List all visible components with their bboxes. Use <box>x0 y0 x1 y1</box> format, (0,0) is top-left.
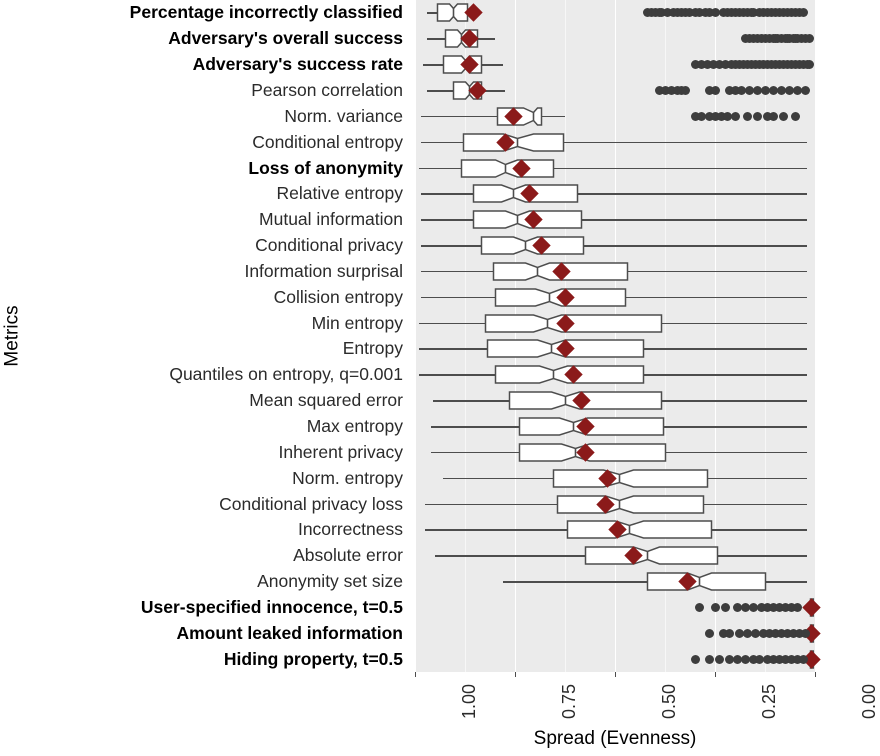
boxplot-group <box>415 647 815 672</box>
x-axis-tick-mark <box>615 672 616 677</box>
y-axis-tick-label: Conditional privacy loss <box>219 493 403 514</box>
boxplot-group <box>415 52 815 77</box>
outlier-point <box>743 112 752 121</box>
box-notched <box>566 520 713 539</box>
x-axis-tick-label: 0.50 <box>659 684 680 720</box>
outlier-point <box>711 603 720 612</box>
y-axis-tick-label: Max entropy <box>306 415 403 436</box>
y-axis-tick-label: Loss of anonymity <box>248 157 403 178</box>
x-axis-tick-mark <box>515 672 516 677</box>
boxplot-group <box>415 0 815 25</box>
x-axis-tick-label: 0.00 <box>859 684 880 720</box>
outlier-point <box>779 112 788 121</box>
y-axis-tick-label: Pearson correlation <box>251 79 403 100</box>
outlier-point <box>705 655 714 664</box>
outlier-point <box>793 603 802 612</box>
x-axis-tick-label: 1.00 <box>459 684 480 720</box>
y-axis-tick-label: Mean squared error <box>249 390 403 411</box>
boxplot-group <box>415 26 815 51</box>
y-axis-tick-label: Relative entropy <box>276 183 403 204</box>
outlier-point <box>711 86 720 95</box>
y-axis-tick-label: Conditional entropy <box>252 131 403 152</box>
y-axis-tick-label: Hiding property, t=0.5 <box>223 648 403 669</box>
boxplot-group <box>415 156 815 181</box>
boxplot-group <box>415 466 815 491</box>
boxplot-group <box>415 595 815 620</box>
box-notched <box>646 572 767 591</box>
boxplot-group <box>415 336 815 361</box>
y-axis-tick-label: Norm. entropy <box>292 467 403 488</box>
y-axis-tick-label: Collision entropy <box>273 286 403 307</box>
outlier-point <box>801 86 810 95</box>
outlier-point <box>771 34 780 43</box>
outlier-point <box>799 8 808 17</box>
boxplot-group <box>415 233 815 258</box>
x-axis-title: Spread (Evenness) <box>533 728 697 749</box>
outlier-point <box>715 655 724 664</box>
outlier-point <box>791 112 800 121</box>
boxplot-group <box>415 259 815 284</box>
y-axis-title-text: Metrics <box>2 305 24 367</box>
boxplot-group <box>415 362 815 387</box>
boxplot-group <box>415 440 815 465</box>
y-axis-tick-label: Percentage incorrectly classified <box>129 2 403 23</box>
boxplot-group <box>415 181 815 206</box>
outlier-point <box>681 86 690 95</box>
whisker-line <box>421 116 565 118</box>
y-axis-tick-label: Norm. variance <box>284 105 403 126</box>
boxplot-group <box>415 78 815 103</box>
y-axis-tick-label: Absolute error <box>293 545 403 566</box>
y-axis-tick-label: Min entropy <box>311 312 403 333</box>
y-axis-tick-label: Incorrectness <box>297 519 403 540</box>
outlier-point <box>769 112 778 121</box>
outlier-point <box>695 603 704 612</box>
y-axis-tick-label: Quantiles on entropy, q=0.001 <box>169 364 403 385</box>
y-axis-tick-label: Adversary's success rate <box>192 54 403 75</box>
y-axis-tick-label: Information surprisal <box>244 260 403 281</box>
box-notched <box>460 159 555 178</box>
y-axis-tick-labels <box>26 0 411 672</box>
y-axis-tick-label: Adversary's overall success <box>168 28 403 49</box>
x-axis-tick-mark <box>415 672 416 677</box>
outlier-point <box>791 34 800 43</box>
outlier-point <box>705 629 714 638</box>
boxplot-group <box>415 517 815 542</box>
outlier-point <box>805 34 814 43</box>
boxplot-group <box>415 492 815 517</box>
plot-panel <box>415 0 815 672</box>
mean-marker <box>803 598 821 616</box>
boxplot-group <box>415 130 815 155</box>
outlier-point <box>721 603 730 612</box>
box-notched <box>436 3 469 22</box>
boxplot-group <box>415 569 815 594</box>
outlier-point <box>801 629 810 638</box>
boxplot-group <box>415 207 815 232</box>
boxplot-group <box>415 311 815 336</box>
x-axis-tick-mark <box>715 672 716 677</box>
y-axis-tick-label: Inherent privacy <box>278 441 403 462</box>
y-axis-tick-label: Mutual information <box>259 209 403 230</box>
boxplot-group <box>415 621 815 646</box>
outlier-point <box>731 112 740 121</box>
boxplot-group <box>415 414 815 439</box>
box-notched <box>556 495 705 514</box>
box-notched <box>584 546 719 565</box>
y-axis-tick-label: Conditional privacy <box>255 235 403 256</box>
outlier-point <box>725 629 734 638</box>
x-axis-tick-label: 0.75 <box>559 684 580 720</box>
box-notched <box>552 469 709 488</box>
gridline-major <box>815 0 816 672</box>
outlier-point <box>691 655 700 664</box>
boxplot-group <box>415 388 815 413</box>
outlier-point <box>753 112 762 121</box>
x-axis-tick-label: 0.25 <box>759 684 780 720</box>
boxplot-group <box>415 543 815 568</box>
y-axis-tick-label: User-specified innocence, t=0.5 <box>140 596 403 617</box>
y-axis-tick-label: Entropy <box>342 338 403 359</box>
y-axis-title <box>0 0 26 672</box>
outlier-point <box>805 60 814 69</box>
y-axis-tick-label: Anonymity set size <box>257 571 403 592</box>
boxplot-group <box>415 285 815 310</box>
y-axis-tick-label: Amount leaked information <box>176 622 403 643</box>
x-axis-tick-mark <box>815 672 816 677</box>
outlier-point <box>799 655 808 664</box>
boxplot-group <box>415 104 815 129</box>
